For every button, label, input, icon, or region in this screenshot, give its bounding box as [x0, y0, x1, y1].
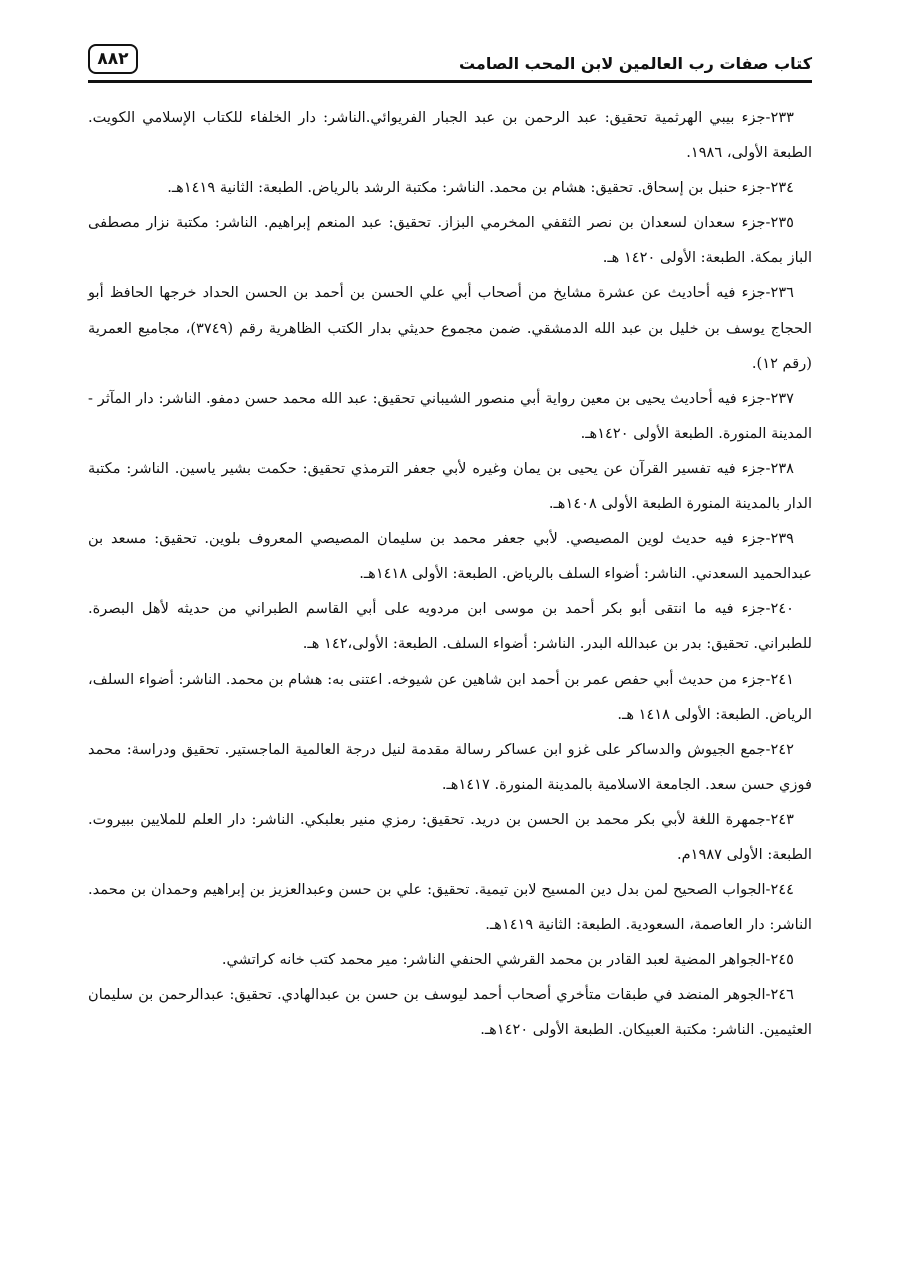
bibliography-entry-243: [88, 802, 812, 872]
bibliography-entry-239: [88, 521, 812, 591]
bibliography-entry-236: [88, 275, 812, 380]
bibliography-list: [88, 100, 812, 1048]
page-number-box: ٨٨٢: [88, 44, 138, 74]
bibliography-entry-241: [88, 662, 812, 732]
entry-text: ٢٤٠-جزء فيه ما انتقى أبو بكر أحمد بن موسى ابن مردويه على أبي القاسم الطبراني من حديثه لأهل البصرة. للطبراني. تحقيق: بدر بن عبدالله البدر. الناشر: أضواء السلف. الطبعة: الأولى،١٤٢ هـ.: [88, 600, 812, 653]
entry-text: ٢٤٦-الجوهر المنضد في طبقات متأخري أصحاب أحمد ليوسف بن حسن بن عبدالهادي. تحقيق: عبدالرحمن بن سليمان العثيمين. الناشر: مكتبة العبيكان. الطبعة الأولى ١٤٢٠هـ.: [88, 986, 812, 1039]
entry-text: ٢٣٣-جزء بيبي الهرثمية تحقيق: عبد الرحمن بن عبد الجبار الفريوائي.الناشر: دار الخلفاء للكتاب الإسلامي الكويت. الطبعة الأولى، ١٩٨٦.: [88, 109, 812, 162]
header-rule: [88, 80, 812, 83]
entry-text: ٢٣٥-جزء سعدان لسعدان بن نصر الثقفي المخرمي البزاز. تحقيق: عبد المنعم إبراهيم. الناشر: مكتبة نزار مصطفى الباز بمكة. الطبعة: الأولى ١٤٢٠ هـ.: [88, 214, 812, 267]
book-title: كتاب صفات رب العالمين لابن المحب الصامت: [458, 54, 812, 73]
bibliography-entry-244: [88, 872, 812, 942]
entry-text: ٢٤٢-جمع الجيوش والدساكر على غزو ابن عساكر رسالة مقدمة لنيل درجة العالمية الماجستير. تحقيق ودراسة: محمد فوزي حسن سعد. الجامعة الاسلامية بالمدينة المنورة. ١٤١٧هـ.: [88, 740, 812, 793]
entry-text: ٢٤٤-الجواب الصحيح لمن بدل دين المسيح لابن تيمية. تحقيق: علي بن حسن وعبدالعزيز بن إبراهيم وحمدان بن محمد. الناشر: دار العاصمة، السعودية. الطبعة: الثانية ١٤١٩هـ.: [88, 881, 812, 934]
bibliography-entry-234: [88, 170, 812, 205]
entry-text: ٢٣٤-جزء حنبل بن إسحاق. تحقيق: هشام بن محمد. الناشر: مكتبة الرشد بالرياض. الطبعة: الثانية ١٤١٩هـ.: [167, 179, 794, 197]
bibliography-entry-246: [88, 977, 812, 1047]
entry-text: ٢٣٦-جزء فيه أحاديث عن عشرة مشايخ من أصحاب أبي علي الحسن بن أحمد بن الحسن الحداد خرجها الحافظ أبو الحجاج يوسف بن خليل بن عبد الله الدمشقي. ضمن مجموع حديثي بدار الكتب الظاهرية رقم (٣٧٤٩)، مجاميع العمرية (رقم ١٢).: [88, 284, 812, 372]
bibliography-entry-240: [88, 591, 812, 661]
entry-text: ٢٣٧-جزء فيه أحاديث يحيى بن معين رواية أبي منصور الشيباني تحقيق: عبد الله محمد حسن دمفو. الناشر: دار المآثر - المدينة المنورة. الطبعة الأولى ١٤٢٠هـ.: [88, 389, 812, 442]
bibliography-entry-233: [88, 100, 812, 170]
entry-text: ٢٣٩-جزء فيه حديث لوين المصيصي. لأبي جعفر محمد بن سليمان المصيصي المعروف بلوين. تحقيق: مسعد بن عبدالحميد السعدني. الناشر: أضواء السلف بالرياض. الطبعة: الأولى ١٤١٨هـ.: [88, 530, 812, 583]
bibliography-entry-237: [88, 381, 812, 451]
entry-text: ٢٤٣-جمهرة اللغة لأبي بكر محمد بن الحسن بن دريد. تحقيق: رمزي منير بعلبكي. الناشر: دار العلم للملايين ببيروت. الطبعة: الأولى ١٩٨٧م.: [88, 810, 812, 863]
bibliography-entry-235: [88, 205, 812, 275]
bibliography-entry-245: [88, 942, 812, 977]
entry-text: ٢٤١-جزء من حديث أبي حفص عمر بن أحمد ابن شاهين عن شيوخه. اعتنى به: هشام بن محمد. الناشر: أضواء السلف، الرياض. الطبعة: الأولى ١٤١٨ هـ.: [88, 670, 812, 723]
bibliography-entry-238: [88, 451, 812, 521]
entry-text: ٢٤٥-الجواهر المضية لعبد القادر بن محمد القرشي الحنفي الناشر: مير محمد كتب خانه كراتشي.: [221, 951, 794, 969]
entry-text: ٢٣٨-جزء فيه تفسير القرآن عن يحيى بن يمان وغيره لأبي جعفر الترمذي تحقيق: حكمت بشير ياسين. الناشر: مكتبة الدار بالمدينة المنورة الطبعة الأولى ١٤٠٨هـ.: [88, 459, 812, 513]
bibliography-entry-242: [88, 732, 812, 802]
